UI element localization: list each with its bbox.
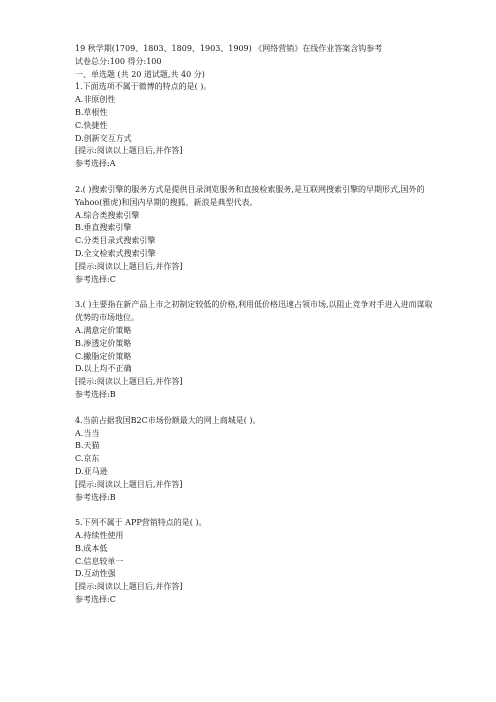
option-d: D.互动性强: [75, 569, 116, 579]
answer-text: 参考选择:C: [75, 274, 116, 284]
option-c: C.分类目录式搜索引擎: [75, 236, 156, 246]
question-stem: 4.当前占据我国B2C市场份额最大的网上商城是( )。: [75, 415, 261, 425]
option-a: A.持续性使用: [75, 531, 124, 541]
question-block: [75, 299, 435, 401]
question-stem: 3.( )主要指在新产品上市之初制定较低的价格,利用低价格迅速占领市场,以阻止竞争对手进入进而谋取优势的市场地位。: [75, 300, 433, 323]
option-a: A.综合类搜索引擎: [75, 210, 140, 220]
hint-text: [提示:阅读以上题目后,并作答]: [75, 479, 183, 489]
option-d: D.亚马逊: [75, 466, 108, 476]
question-block: [75, 517, 435, 607]
answer-text: 参考选择:B: [75, 389, 116, 399]
option-c: C.京东: [75, 454, 100, 464]
option-b: B.渗透定价策略: [75, 338, 132, 348]
option-c: C.撇脂定价策略: [75, 351, 132, 361]
option-a: A.当当: [75, 428, 100, 438]
option-d: D.以上均不正确: [75, 364, 132, 374]
section-heading: 一、单选题 (共 20 道试题,共 40 分): [75, 69, 205, 79]
hint-text: [提示:阅读以上题目后,并作答]: [75, 261, 183, 271]
score-line: 试卷总分:100 得分:100: [75, 56, 162, 66]
hint-text: [提示:阅读以上题目后,并作答]: [75, 582, 183, 592]
question-block: [75, 184, 435, 286]
option-d: D.创新交互方式: [75, 133, 132, 143]
question-stem: 1.下面选项不属于微博的特点的是( )。: [75, 82, 212, 92]
question-block: [75, 81, 435, 171]
document-body: [75, 43, 435, 607]
hint-text: [提示:阅读以上题目后,并作答]: [75, 377, 183, 387]
question-stem: 2.( )搜索引擎的服务方式是提供目录浏览服务和直接检索服务,是互联网搜索引擎的早期形式,国外的Yahoo(雅虎)和国内早期的搜狐、新浪是典型代表。: [75, 184, 425, 207]
option-b: B.草根性: [75, 107, 108, 117]
answer-text: 参考选择:B: [75, 492, 116, 502]
answer-text: 参考选择:A: [75, 159, 116, 169]
option-a: A.非原创性: [75, 95, 116, 105]
option-a: A.满意定价策略: [75, 325, 132, 335]
option-c: C.信息较单一: [75, 556, 124, 566]
option-b: B.成本低: [75, 543, 108, 553]
document-title: 19 秋学期(1709、1803、1809、1903、1909) 《网络营销》在线作业答案含钩参考: [75, 44, 383, 53]
answer-text: 参考选择:C: [75, 595, 116, 605]
option-b: B.垂直搜索引擎: [75, 223, 132, 233]
question-block: [75, 415, 435, 505]
option-b: B.天猫: [75, 441, 100, 451]
option-d: D.全文检索式搜索引擎: [75, 248, 156, 258]
hint-text: [提示:阅读以上题目后,并作答]: [75, 146, 183, 156]
question-stem: 5.下列不属于 APP营销特点的是( )。: [75, 518, 207, 528]
option-c: C.快捷性: [75, 120, 108, 130]
